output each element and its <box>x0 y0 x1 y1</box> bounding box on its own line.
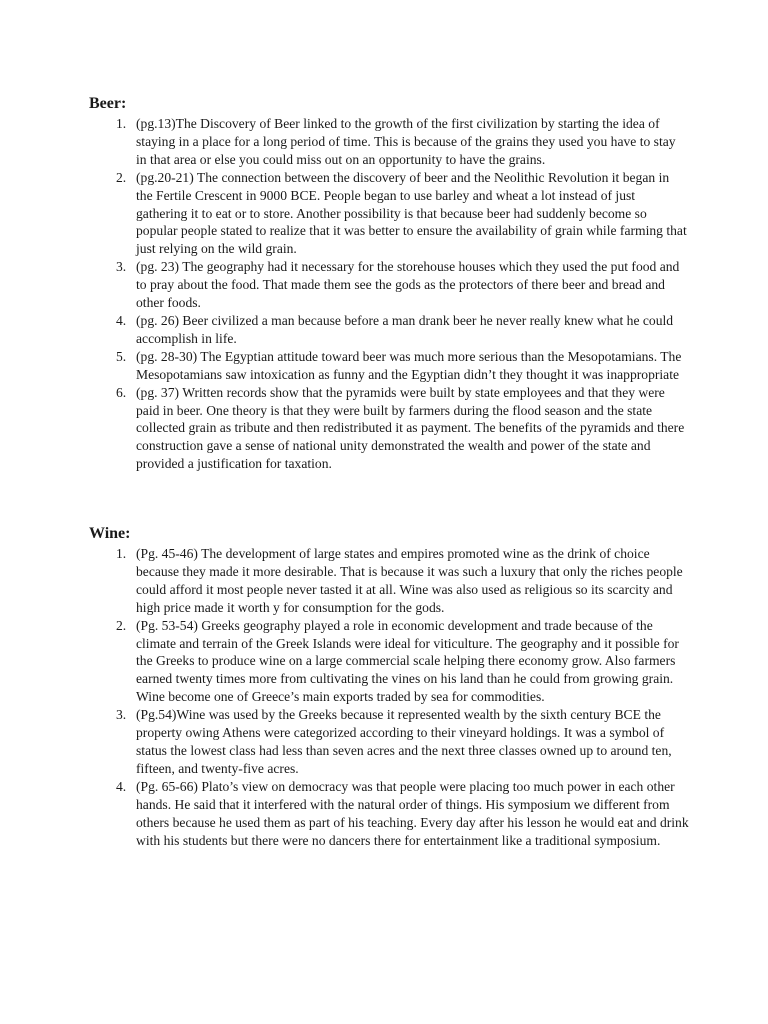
item-text: (pg. 23) The geography had it necessary for the storehouse houses which they used the put food and to pray about the food. That made them see the gods as the protectors of there beer and bread and other foods. <box>136 259 680 311</box>
list-item <box>89 384 689 474</box>
list-item <box>89 778 689 850</box>
item-text: (Pg.54)Wine was used by the Greeks because it represented wealth by the sixth century BCE the property owing Athens were categorized according to their vineyard holdings. It was a symbol of status the lowest class had less than seven acres and the next three classes owned up to around ten, fifteen, and twenty-five acres. <box>136 707 672 776</box>
list-item <box>89 545 689 617</box>
item-number: 5. <box>116 348 127 364</box>
list-item <box>89 258 689 312</box>
list-item <box>89 348 689 384</box>
list-item <box>89 617 689 707</box>
item-text: (pg. 26) Beer civilized a man because before a man drank beer he never really knew what he could accomplish in life. <box>136 312 674 346</box>
item-number: 3. <box>116 707 127 723</box>
list-item <box>89 312 689 348</box>
section-beer <box>89 95 689 473</box>
section-heading-beer: Beer: <box>89 95 127 112</box>
item-number: 6. <box>116 384 127 400</box>
wine-list <box>89 545 689 849</box>
item-text: (Pg. 45-46) The development of large states and empires promoted wine as the drink of choice because they made it more desirable. That is because it was such a luxury that only the riches people could afford it most people never tasted it at all. Wine was also used as religious so its scarcity and high price made it worth y for consumption for the gods. <box>136 546 683 615</box>
item-text: (pg.13)The Discovery of Beer linked to the growth of the first civilization by starting the idea of staying in a place for a long period of time. This is because of the grains they used you have to stay in that area or else you could miss out on an opportunity to have the grains. <box>136 116 676 167</box>
list-item <box>89 115 689 169</box>
item-number: 4. <box>116 312 127 328</box>
item-text: (Pg. 65-66) Plato’s view on democracy was that people were placing too much power in each other hands. He said that it interfered with the natural order of things. His symposium we different from others because he used them as part of his teaching. Every day after his lesson he would eat and drink with his students but there were no dancers there for entertainment like a traditional symposium. <box>136 778 689 848</box>
section-wine <box>89 525 689 849</box>
item-text: (pg.20-21) The connection between the discovery of beer and the Neolithic Revolution it began in the Fertile Crescent in 9000 BCE. People began to use barley and wheat a lot instead of just gathering it to eat or to store. Another possibility is that because beer had suddenly become so popular people stated to realize that it was better to ensure the availability of grain while farming that just relying on the wild grain. <box>136 169 687 257</box>
item-number: 2. <box>116 169 127 185</box>
item-text: (Pg. 53-54) Greeks geography played a role in economic development and trade because of the climate and terrain of the Greek Islands were ideal for viticulture. The geography and it possible for the Greeks to produce wine on a large commercial scale helping there economy grow. Also farmers earned twenty times more from cultivating the vines on his land than he could from growing grain. Wine become one of Greece’s main exports traded by sea for commodities. <box>136 617 679 705</box>
section-heading-wine: Wine: <box>89 525 131 542</box>
item-number: 3. <box>116 259 127 275</box>
item-number: 1. <box>116 546 127 561</box>
item-number: 2. <box>116 617 127 633</box>
beer-list <box>89 115 689 473</box>
list-item <box>89 169 689 259</box>
item-number: 4. <box>116 778 127 794</box>
item-text: (pg. 28-30) The Egyptian attitude toward beer was much more serious than the Mesopotamians. The Mesopotamians saw intoxication as funny and the Egyptian didn’t they thought it was inappropriate <box>136 348 682 382</box>
item-number: 1. <box>116 116 127 131</box>
item-text: (pg. 37) Written records show that the pyramids were built by state employees and that they were paid in beer. One theory is that they were built by farmers during the flood season and the state collected grain as tribute and then redistributed it as payment. The benefits of the pyramids and there construction gave a sense of national unity demonstrated the wealth and power of the state and provided a justification for taxation. <box>136 384 685 472</box>
list-item <box>89 706 689 778</box>
